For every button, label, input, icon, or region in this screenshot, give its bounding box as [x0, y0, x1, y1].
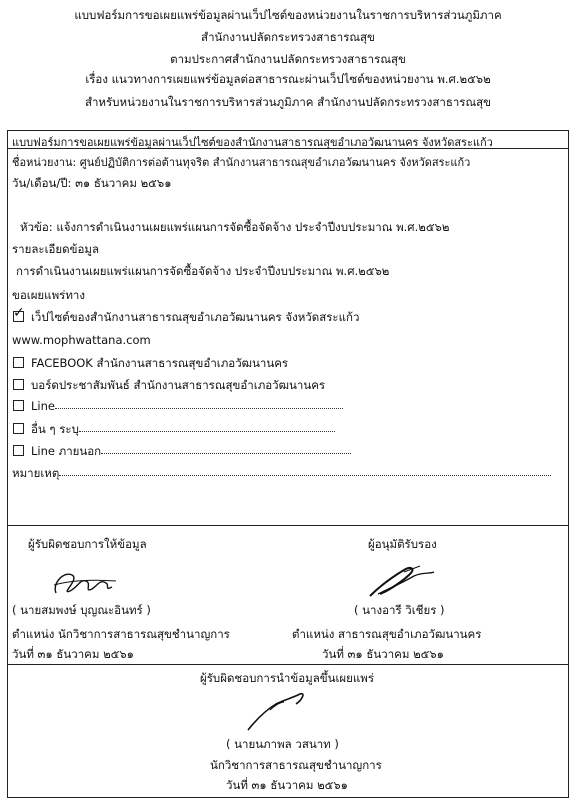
channel-label: ขอเผยแพร่ทาง	[12, 288, 85, 302]
option-website-label: เว็ปไซต์ของสำนักงานสาธารณสุขอำเภอวัฒนานคร จังหวัดสระแก้ว	[31, 310, 360, 324]
approver-date: วันที่ ๓๑ ธันวาคม ๒๕๖๑	[322, 647, 444, 661]
checkbox-line-external[interactable]	[13, 445, 24, 456]
publisher-position: นักวิชาการสาธารณสุขชำนาญการ	[210, 758, 382, 772]
option-facebook[interactable]	[13, 355, 288, 373]
provider-signature	[50, 565, 120, 601]
option-line-external[interactable]	[13, 443, 351, 461]
header-line-3: ตามประกาศสำนักงานปลัดกระทรวงสาธารณสุข	[170, 52, 406, 66]
option-line[interactable]	[13, 399, 343, 413]
checkbox-facebook[interactable]	[13, 357, 24, 368]
unit-name: ชื่อหน่วยงาน: ศูนย์ปฏิบัติการต่อต้านทุจริต สำนักงานสาธารณสุขอำเภอวัฒนานคร จังหวัดสระแก้ว	[12, 156, 471, 169]
header-line-2: สำนักงานปลัดกระทรวงสาธารณสุข	[201, 30, 375, 44]
option-other[interactable]	[13, 421, 335, 439]
form-title-box	[7, 130, 569, 149]
publisher-signature	[240, 688, 330, 734]
header-line-1: แบบฟอร์มการขอเผยแพร่ข้อมูลผ่านเว็ปไซต์ของหน่วยงานในราชการบริหารส่วนภูมิภาค	[74, 8, 502, 22]
provider-name: ( นายสมพงษ์ บุญณะอินทร์ )	[12, 603, 151, 617]
option-facebook-label: FACEBOOK สำนักงานสาธารณสุขอำเภอวัฒนานคร	[31, 356, 289, 370]
line-external-fill	[101, 453, 351, 454]
approver-name: ( นางอารี วิเชียร )	[354, 603, 445, 617]
form-title: แบบฟอร์มการขอเผยแพร่ข้อมูลผ่านเว็ปไซต์ของสำนักงานสาธารณสุขอำเภอวัฒนานคร จังหวัดสระแก้ว	[12, 136, 493, 149]
option-line-label: Line	[31, 399, 55, 413]
publisher-name: ( นายนภาพล วสนาท )	[226, 737, 339, 751]
approver-heading: ผู้อนุมัติรับรอง	[368, 537, 437, 551]
header-line-4: เรื่อง แนวทางการเผยแพร่ข้อมูลต่อสาธารณะผ่านเว็ปไซต์ของหน่วยงาน พ.ศ.๒๕๖๒	[85, 72, 491, 86]
publisher-heading: ผู้รับผิดชอบการนำข้อมูลขึ้นเผยแพร่	[200, 671, 375, 685]
checkbox-other[interactable]	[13, 423, 24, 434]
divider	[8, 664, 568, 665]
form-body	[7, 148, 569, 526]
option-board-label: บอร์ดประชาสัมพันธ์ สำนักงานสาธารณสุขอำเภอวัฒนานคร	[31, 378, 326, 392]
checkbox-website[interactable]	[13, 305, 25, 322]
option-line-external-label: Line ภายนอก	[31, 444, 102, 458]
option-website[interactable]	[13, 305, 360, 327]
website-url: www.mophwattana.com	[12, 333, 151, 347]
checkbox-line[interactable]	[13, 400, 24, 411]
header-line-5: สำหรับหน่วยงานในราชการบริหารส่วนภูมิภาค สำนักงานปลัดกระทรวงสาธารณสุข	[84, 95, 492, 109]
line-fill	[55, 408, 343, 409]
other-fill	[79, 431, 335, 432]
subject: หัวข้อ: แจ้งการดำเนินงานเผยแพร่แผนการจัดซื้อจัดจ้าง ประจำปีงบประมาณ พ.ศ.๒๕๖๒	[20, 220, 450, 234]
detail-label: รายละเอียดข้อมูล	[12, 242, 100, 256]
option-other-label: อื่น ๆ ระบุ	[31, 422, 79, 436]
detail-text: การดำเนินงานเผยแพร่แผนการจัดซื้อจัดจ้าง ประจำปีงบประมาณ พ.ศ.๒๕๖๒	[16, 264, 390, 278]
provider-date: วันที่ ๓๑ ธันวาคม ๒๕๖๑	[12, 647, 134, 661]
option-board[interactable]	[13, 377, 325, 395]
publisher-date: วันที่ ๓๑ ธันวาคม ๒๕๖๑	[226, 778, 348, 792]
form-date: วัน/เดือน/ปี: ๓๑ ธันวาคม ๒๕๖๑	[12, 176, 172, 190]
provider-position: ตำแหน่ง นักวิชาการสาธารณสุขชำนาญการ	[12, 627, 230, 641]
approver-signature	[360, 560, 440, 602]
approver-position: ตำแหน่ง สาธารณสุขอำเภอวัฒนานคร	[292, 627, 482, 641]
remark-fill	[59, 475, 551, 476]
remark	[12, 465, 551, 483]
provider-heading: ผู้รับผิดชอบการให้ข้อมูล	[28, 537, 147, 551]
remark-label: หมายเหตุ	[12, 466, 60, 480]
check-mark-icon: ✓	[13, 305, 25, 321]
checkbox-board[interactable]	[13, 379, 24, 390]
